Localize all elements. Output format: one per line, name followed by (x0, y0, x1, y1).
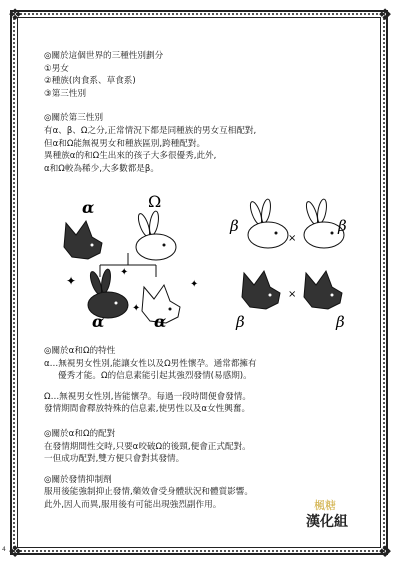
rabbit-icon (136, 210, 176, 260)
paragraph-line: 此外,因人而異,服用後有可能出現強烈副作用。 (44, 499, 222, 510)
paragraph-line: 在發情期間性交時,只要α咬破Ω的後頸,便會正式配對。 (44, 441, 251, 452)
scanlation-logo (300, 497, 370, 545)
paragraph-line: Ω…無視男女性別,皆能懷孕。每過一段時間便會發情。 (44, 391, 251, 402)
omega-symbol: Ω (148, 192, 162, 211)
times-symbol: × (288, 289, 297, 300)
sparkle-icon: ✦ (190, 279, 199, 290)
logo-main-text: 漢化組 (306, 514, 348, 530)
corner-ornament-tr: ❖ (377, 5, 393, 24)
paragraph-line: 異種族α的和Ω生出來的孩子大多很優秀,此外, (44, 151, 217, 162)
section-heading-traits: ◎關於α和Ω的特性 (44, 346, 116, 356)
rabbit-icon (248, 198, 288, 248)
gender-item-1: ①男女 (44, 63, 69, 74)
alpha-symbol: α (82, 198, 95, 217)
gender-item-2: ②種族(肉食系、草食系) (44, 76, 136, 87)
alpha-symbol: α (154, 312, 167, 331)
wolf-icon (64, 221, 102, 259)
gender-item-3: ③第三性別 (44, 88, 87, 99)
corner-ornament-bl: ❖ (7, 542, 23, 561)
text-upper (44, 50, 364, 175)
paragraph-line: 優秀才能。Ω的信息素能引起其強烈發情(易感期)。 (58, 371, 252, 382)
section-heading-genders: ◎關於這個世界的三種性別劃分 (44, 51, 164, 61)
alpha-omega-illustration (40, 185, 360, 335)
paragraph-line: α和Ω較為稀少,大多數都是β。 (44, 163, 159, 174)
times-symbol: × (288, 233, 297, 244)
section-heading-third-gender: ◎關於第三性別 (44, 113, 104, 124)
paragraph-line: 但α和Ω能無視男女和種族區別,跨種配對。 (44, 138, 206, 149)
paragraph-line: 服用後能強制抑止發情,藥效會受身體狀況和體質影響。 (44, 487, 253, 498)
paragraph-line: 有α、β、Ω之分,正常情況下都是同種族的男女互相配對, (44, 125, 257, 136)
sparkle-icon: ✦ (66, 274, 77, 288)
section-heading-suppressant: ◎關於發情抑制劑 (44, 474, 112, 485)
text-lower (44, 345, 364, 512)
wolf-icon (242, 271, 280, 309)
section-heading-pairing: ◎關於α和Ω的配對 (44, 428, 116, 439)
corner-ornament-tl: ❖ (7, 5, 23, 24)
beta-symbol: β (230, 217, 239, 235)
paragraph-line: 發情期間會釋放特殊的信息素,使男性以及α女性興奮。 (44, 404, 251, 415)
beta-symbol: β (236, 313, 245, 331)
wolf-icon (304, 271, 342, 309)
alpha-symbol: α (92, 312, 105, 331)
paragraph-line: α…無視男女性別,能讓女性以及Ω男性懷孕。通常都擁有 (44, 358, 257, 369)
sparkle-icon: ✦ (120, 267, 129, 278)
logo-top-text: 楓糖 (314, 499, 336, 512)
page-number: 4 (2, 546, 6, 553)
sparkle-icon: ✦ (132, 303, 141, 314)
beta-symbol: β (336, 313, 345, 331)
corner-ornament-br: ❖ (377, 542, 393, 561)
beta-symbol: β (338, 217, 347, 235)
paragraph-line: 一但成功配對,雙方便只會對其發情。 (44, 454, 185, 465)
